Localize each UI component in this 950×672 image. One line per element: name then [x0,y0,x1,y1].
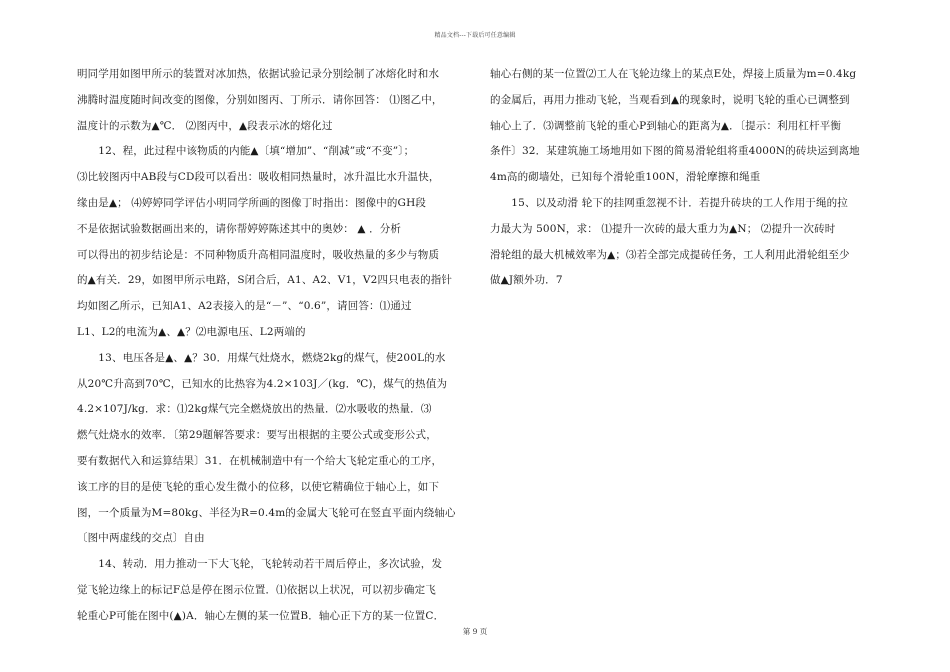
text-line: 轴心上了．⑶调整前飞轮的重心P到轴心的距离为▲．〔提示：利用杠杆平衡 [490,119,841,132]
text-line: 的金属后，再用力推动飞轮，当观看到▲的现象时，说明飞轮的重心已调整到 [490,93,850,106]
text-line: 均如图乙所示，已知A1、A2表接入的是“－”、“0.6”，请回答：⑴通过 [77,300,412,313]
text-line: 〔图中两虚线的交点〕自由 [77,532,205,545]
text-line: 明同学用如图甲所示的装置对冰加热，依据试验记录分别绘制了冰熔化时和水 [77,68,440,80]
text-line: 的▲有关．29，如图甲所示电路，S闭合后，A1、A2、V1，V2四只电表的指针 [77,274,453,287]
text-line: 力最大为 500N，求： ⑴提升一次砖的最大重力为▲N； ⑵提升一次砖时 [490,222,836,235]
text-line: 4.2×107J/kg．求：⑴2kg煤气完全燃烧放出的热量．⑵水吸收的热量．⑶ [77,403,432,416]
text-line: 13、电压各是▲、▲？30．用煤气灶烧水，燃烧2kg的煤气，使200L的水 [77,351,446,364]
text-line: 可以得出的初步结论是：不同种物质升高相同温度时，吸收热量的多少与物质 [77,248,440,261]
text-line: 滑轮组的最大机械效率为▲；⑶若全部完成提砖任务，工人利用此滑轮组至少 [490,248,850,261]
left-text-column [77,62,465,630]
page-number-footer: 第 9 页 [462,627,488,636]
text-line: 该工序的目的是使飞轮的重心发生微小的位移，以使它精确位于轴心上，如下 [77,480,440,493]
text-line: 图，一个质量为M=80kg、半径为R=0.4m的金属大飞轮可在竖直平面内绕轴心 [77,506,456,519]
text-line: 15、以及动滑 轮下的挂网重忽视不计．若提升砖块的工人作用于绳的拉 [490,196,848,209]
text-line: 条件〕32．某建筑施工场地用如下图的简易滑轮组将重4000N的砖块运到离地 [490,145,860,158]
text-line: L1、L2的电流为▲、▲？⑵电源电压、L2两端的 [77,325,306,338]
text-line: 沸腾时温度随时间改变的图像，分别如图丙、丁所示．请你回答： ⑴图乙中， [77,93,443,106]
text-line: 12、程，此过程中该物质的内能▲〔填“增加”、“削减”或“不变”〕； [77,145,415,158]
text-line: 觉飞轮边缘上的标记F总是停在图示位置．⑴依据以上状况，可以初步确定飞 [77,583,436,596]
text-line: 轮重心P可能在图中(▲)A．轴心左侧的某一位置B．轴心正下方的某一位置C． [77,609,445,622]
text-line: 不是依据试验数据画出来的，请你帮婷婷陈述其中的奥妙： ▲ ．分析 [77,222,402,235]
text-line: ⑶比较图丙中AB段与CD段可以看出：吸收相同热量时，冰升温比水升温快， [77,171,440,184]
text-line: 4m高的砌墙处，已知每个滑轮重100N，滑轮摩擦和绳重 [490,171,761,184]
text-line: 14、转动．用力推动一下大飞轮，飞轮转动若干周后停止，多次试验，发 [77,558,443,571]
text-line: 温度计的示数为▲℃． ⑵图丙中，▲段表示冰的熔化过 [77,119,333,132]
text-line: 燃气灶烧水的效率．〔第29题解答要求：要写出根据的主要公式或变形公式， [77,429,437,442]
text-line: 从20℃升高到70℃，已知水的比热容为4.2×103J／(kg．℃)，煤气的热值为 [77,377,448,390]
text-line: 轴心右侧的某一位置⑵工人在飞轮边缘上的某点E处，焊接上质量为m=0.4kg [490,68,857,80]
text-line: 做▲J额外功．7 [490,274,563,287]
page-header: 精品文档---下载后可任意编辑 [434,32,516,39]
right-text-column [490,62,882,294]
text-line: 缘由是▲； ⑷婷婷同学评估小明同学所画的图像丁时指出：图像中的GH段 [77,196,427,209]
text-line: 要有数据代入和运算结果〕31．在机械制造中有一个给大飞轮定重心的工序， [77,454,443,467]
